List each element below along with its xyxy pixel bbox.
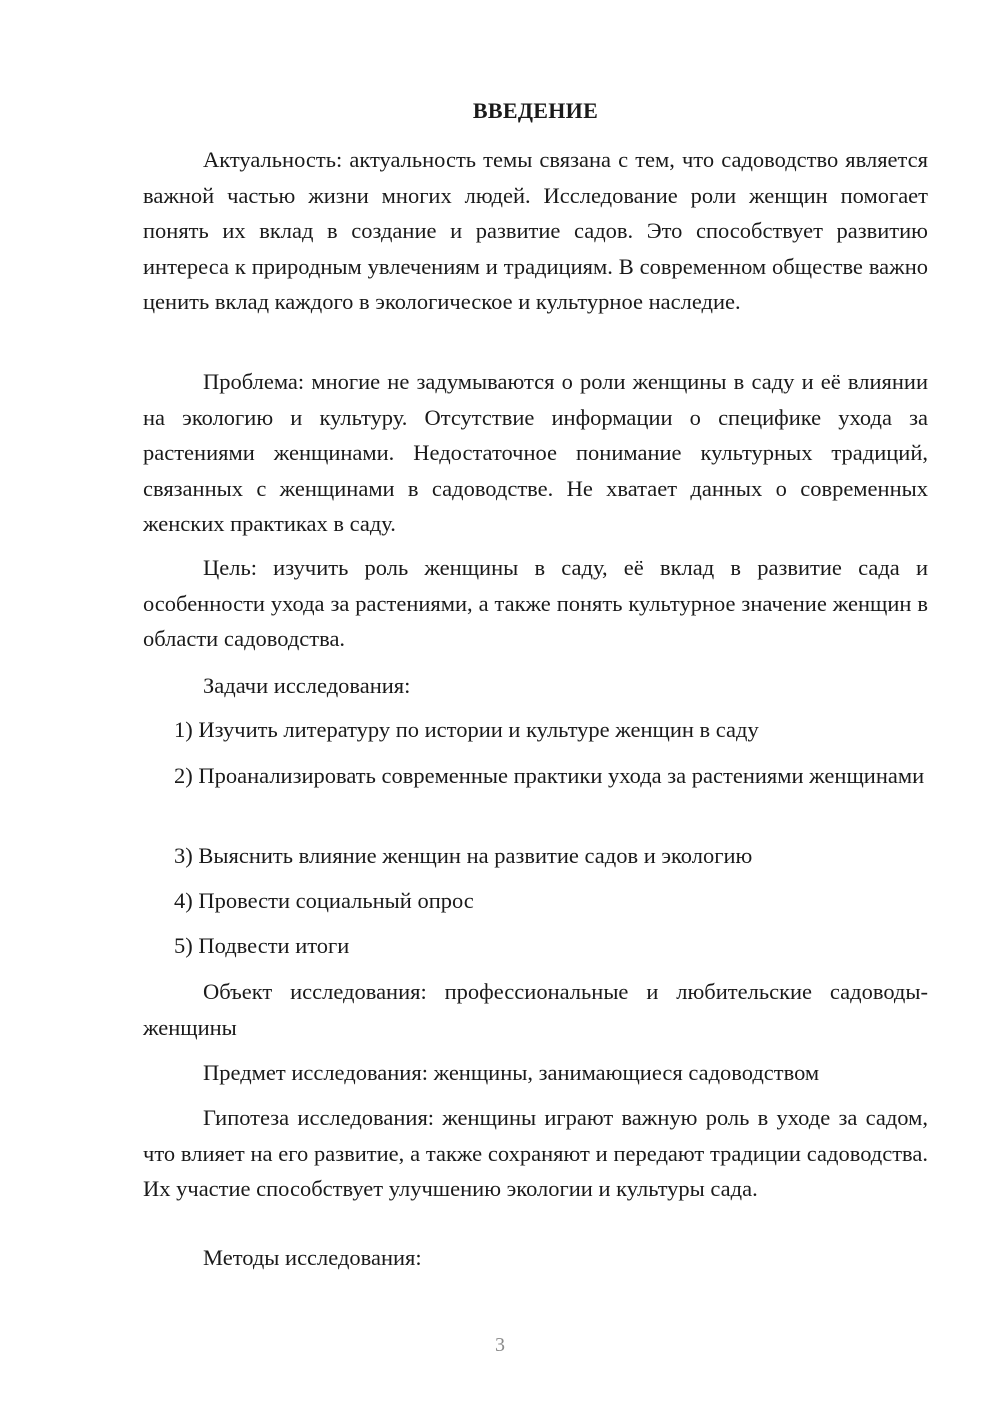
task-item-1: 1) Изучить литературу по истории и культуре женщин в саду — [174, 717, 759, 742]
relevance-paragraph: Актуальность: актуальность темы связана с тем, что садоводство является важной частью жизни многих людей. Исследование роли женщин помогает понять их вклад в создание и развитие садов. Это способствует развитию интереса к природным увлечениям и традициям. В современном обществе важно ценить вклад каждого в экологическое и культурное наследие. — [143, 147, 928, 314]
goal-paragraph: Цель: изучить роль женщины в саду, её вклад в развитие сада и особенности ухода за растениями, а также понять культурное значение женщин в области садоводства. — [143, 555, 928, 651]
tasks-heading: Задачи исследования: — [203, 673, 411, 698]
task-item-2: 2) Проанализировать современные практики ухода за растениями женщинами — [174, 763, 925, 788]
hypothesis-paragraph: Гипотеза исследования: женщины играют важную роль в уходе за садом, что влияет на его развитие, а также сохраняют и передают традиции садоводства. Их участие способствует улучшению экологии и культуры сада. — [143, 1105, 928, 1201]
task-item-5: 5) Подвести итоги — [174, 933, 350, 958]
section-heading: ВВЕДЕНИЕ — [472, 98, 599, 123]
problem-paragraph: Проблема: многие не задумываются о роли женщины в саду и её влиянии на экологию и культуру. Отсутствие информации о специфике ухода за растениями женщинами. Недостаточное понимание культурных традиций, связанных с женщинами в садоводстве. Не хватает данных о современных женских практиках в саду. — [143, 369, 928, 536]
methods-heading: Методы исследования: — [203, 1245, 422, 1270]
task-item-4: 4) Провести социальный опрос — [174, 888, 474, 913]
subject-paragraph: Предмет исследования: женщины, занимающиеся садоводством — [203, 1060, 820, 1085]
object-paragraph: Объект исследования: профессиональные и любительские садоводы-женщины — [143, 979, 928, 1040]
task-item-3: 3) Выяснить влияние женщин на развитие садов и экологию — [174, 843, 753, 868]
page-number: 3 — [495, 1334, 505, 1356]
